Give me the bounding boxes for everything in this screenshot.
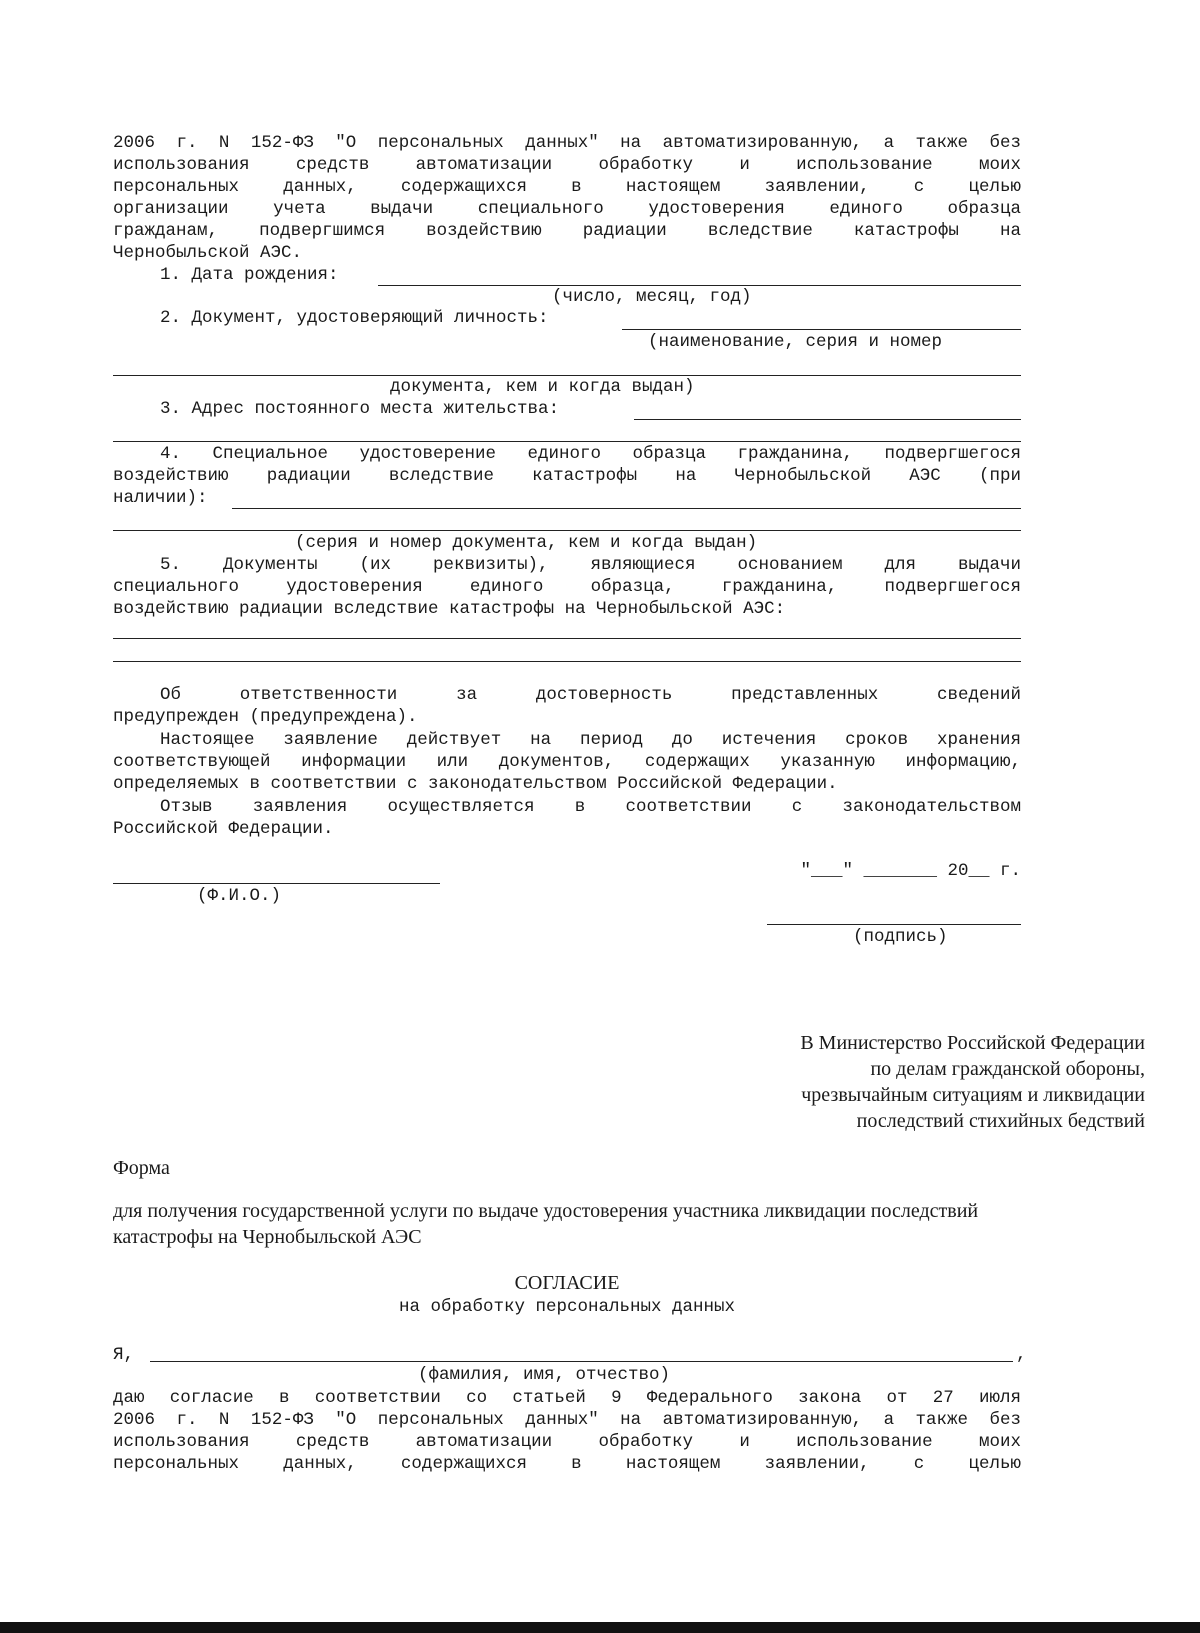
fio-hint: (Ф.И.О.) — [197, 886, 282, 906]
consent-line: персональных данных, содержащихся в настоящем заявлении, с целью — [113, 1454, 1021, 1474]
consent-line: использования средств автоматизации обработку и использование моих — [113, 1432, 1021, 1452]
birth-date-hint: (число, месяц, год) — [552, 287, 752, 307]
revoke-line: Российской Федерации. — [113, 819, 334, 839]
fragment-line: организации учета выдачи специального удостоверения единого образца — [113, 199, 1021, 219]
scan-edge — [0, 1622, 1200, 1633]
identity-doc-hint-2: документа, кем и когда выдан) — [390, 377, 695, 397]
validity-line: соответствующей информации или документов, содержащих указанную информацию, — [113, 752, 1021, 772]
validity-line: Настоящее заявление действует на период до истечения сроков хранения — [160, 730, 1021, 750]
identity-doc-field[interactable] — [622, 329, 1021, 330]
documents-line: воздействию радиации вследствие катастрофы на Чернобыльской АЭС: — [113, 599, 786, 619]
certificate-line: 4. Специальное удостоверение единого образца гражданина, подвергшегося — [160, 444, 1021, 464]
addressee-line: чрезвычайным ситуациям и ликвидации — [801, 1084, 1145, 1106]
comma: , — [1016, 1345, 1027, 1365]
addressee-line: по делам гражданской обороны, — [870, 1058, 1145, 1080]
consent-subheading: на обработку персональных данных — [398, 1297, 736, 1317]
certificate-hint: (серия и номер документа, кем и когда выдан) — [295, 533, 758, 553]
fragment-line: гражданам, подвергшимся воздействию радиации вследствие катастрофы на — [113, 221, 1021, 241]
address-field-line-2[interactable] — [113, 441, 1021, 442]
form-purpose: для получения государственной услуги по выдаче удостоверения участника ликвидации последствий — [113, 1200, 979, 1222]
validity-line: определяемых в соответствии с законодательством Российской Федерации. — [113, 774, 838, 794]
form-title: Форма — [113, 1157, 170, 1179]
certificate-label: наличии): — [113, 488, 208, 508]
responsibility-line: Об ответственности за достоверность представленных сведений — [160, 685, 1021, 705]
birth-date-label: 1. Дата рождения: — [160, 265, 339, 285]
addressee-line: В Министерство Российской Федерации — [800, 1032, 1145, 1054]
fragment-line: 2006 г. N 152-ФЗ "О персональных данных" на автоматизированную, а также без — [113, 133, 1021, 153]
full-name-field[interactable] — [150, 1361, 1013, 1362]
certificate-field[interactable] — [232, 508, 1021, 509]
signature-hint: (подпись) — [853, 927, 948, 947]
documents-field[interactable] — [113, 638, 1021, 639]
form-purpose: катастрофы на Чернобыльской АЭС — [113, 1226, 422, 1248]
fragment-last-line: Чернобыльской АЭС. — [113, 243, 303, 263]
address-field[interactable] — [634, 419, 1021, 420]
identity-doc-label: 2. Документ, удостоверяющий личность: — [160, 308, 549, 328]
fragment-line: персональных данных, содержащихся в настоящем заявлении, с целью — [113, 177, 1021, 197]
certificate-field-line-2[interactable] — [113, 530, 1021, 531]
fragment-line: использования средств автоматизации обработку и использование моих — [113, 155, 1021, 175]
i-label: Я, — [113, 1345, 135, 1365]
documents-line: 5. Документы (их реквизиты), являющиеся основанием для выдачи — [160, 555, 1021, 575]
consent-heading: СОГЛАСИЕ — [514, 1272, 620, 1294]
documents-field-line-2[interactable] — [113, 661, 1021, 662]
consent-line: 2006 г. N 152-ФЗ "О персональных данных" на автоматизированную, а также без — [113, 1410, 1021, 1430]
addressee-line: последствий стихийных бедствий — [856, 1110, 1145, 1132]
consent-line: даю согласие в соответствии со статьей 9 Федерального закона от 27 июля — [113, 1388, 1021, 1408]
certificate-line: воздействию радиации вследствие катастрофы на Чернобыльской АЭС (при — [113, 466, 1021, 486]
signature-field[interactable] — [767, 924, 1021, 925]
full-name-hint: (фамилия, имя, отчество) — [418, 1365, 671, 1385]
identity-doc-hint: (наименование, серия и номер — [648, 332, 943, 352]
fio-field[interactable] — [113, 883, 440, 884]
revoke-line: Отзыв заявления осуществляется в соответствии с законодательством — [160, 797, 1021, 817]
date-field[interactable]: "___" _______ 20__ г. — [800, 861, 1021, 881]
responsibility-line: предупрежден (предупреждена). — [113, 707, 418, 727]
address-label: 3. Адрес постоянного места жительства: — [160, 399, 560, 419]
documents-line: специального удостоверения единого образца, гражданина, подвергшегося — [113, 577, 1021, 597]
